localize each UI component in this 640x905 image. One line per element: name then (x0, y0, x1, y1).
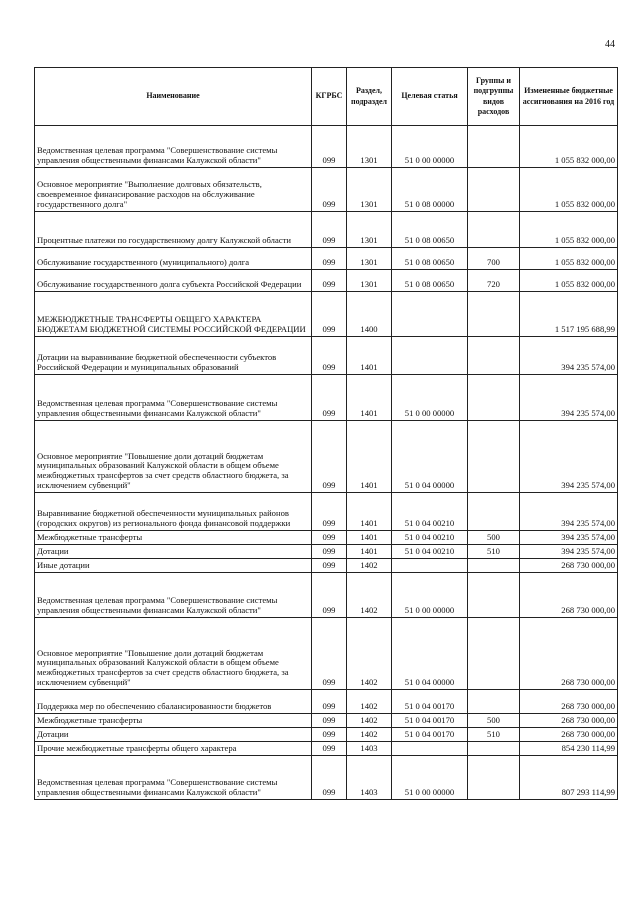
table-row (35, 618, 618, 690)
cell-group: 700 (468, 248, 520, 270)
table-header-row (35, 68, 618, 126)
cell-group (468, 573, 520, 618)
table-row (35, 714, 618, 728)
cell-target: 51 0 04 00170 (392, 714, 468, 728)
cell-group (468, 742, 520, 756)
cell-target: 51 0 04 00000 (392, 618, 468, 690)
cell-amount: 1 055 832 000,00 (520, 212, 618, 248)
cell-amount: 394 235 574,00 (520, 337, 618, 375)
table-row (35, 493, 618, 531)
cell-amount: 1 517 195 688,99 (520, 292, 618, 337)
table-row (35, 168, 618, 212)
cell-target (392, 292, 468, 337)
cell-target (392, 337, 468, 375)
cell-amount: 394 235 574,00 (520, 493, 618, 531)
cell-ktrbs: 099 (312, 728, 347, 742)
cell-name: Обслуживание государственного (муниципального) долга (35, 248, 312, 270)
cell-target: 51 0 04 00170 (392, 690, 468, 714)
cell-target: 51 0 04 00210 (392, 545, 468, 559)
cell-group: 500 (468, 714, 520, 728)
cell-group (468, 375, 520, 421)
cell-section: 1402 (347, 573, 392, 618)
table-row (35, 690, 618, 714)
cell-section: 1400 (347, 292, 392, 337)
cell-name: МЕЖБЮДЖЕТНЫЕ ТРАНСФЕРТЫ ОБЩЕГО ХАРАКТЕРА БЮДЖЕТАМ БЮДЖЕТНОЙ СИСТЕМЫ РОССИЙСКОЙ ФЕДЕРАЦИИ (35, 292, 312, 337)
cell-section: 1301 (347, 212, 392, 248)
cell-amount: 1 055 832 000,00 (520, 248, 618, 270)
cell-group (468, 421, 520, 493)
cell-target (392, 742, 468, 756)
cell-section: 1301 (347, 248, 392, 270)
cell-target: 51 0 00 00000 (392, 756, 468, 800)
cell-ktrbs: 099 (312, 126, 347, 168)
cell-section: 1401 (347, 337, 392, 375)
cell-target: 51 0 08 00000 (392, 168, 468, 212)
cell-ktrbs: 099 (312, 742, 347, 756)
table-row (35, 292, 618, 337)
cell-ktrbs: 099 (312, 573, 347, 618)
cell-group (468, 212, 520, 248)
cell-amount: 268 730 000,00 (520, 618, 618, 690)
cell-group (468, 618, 520, 690)
header-ktrbs: КГРБС (312, 68, 347, 126)
table-row (35, 573, 618, 618)
table-row (35, 742, 618, 756)
cell-ktrbs: 099 (312, 421, 347, 493)
cell-section: 1401 (347, 493, 392, 531)
cell-section: 1402 (347, 690, 392, 714)
table-row (35, 375, 618, 421)
cell-name: Выравнивание бюджетной обеспеченности муниципальных районов (городских округов) из регионального фонда финансовой поддержки (35, 493, 312, 531)
cell-name: Прочие межбюджетные трансферты общего характера (35, 742, 312, 756)
table-row (35, 421, 618, 493)
header-target: Целевая статья (392, 68, 468, 126)
cell-name: Ведомственная целевая программа "Совершенствование системы управления общественными финансами Калужской области" (35, 375, 312, 421)
table-row (35, 126, 618, 168)
cell-group (468, 493, 520, 531)
header-amount: Измененные бюджетные ассигнования на 2016 год (520, 68, 618, 126)
cell-group: 510 (468, 728, 520, 742)
table-row (35, 248, 618, 270)
cell-ktrbs: 099 (312, 493, 347, 531)
cell-ktrbs: 099 (312, 714, 347, 728)
cell-name: Обслуживание государственного долга субъекта Российской Федерации (35, 270, 312, 292)
cell-group: 720 (468, 270, 520, 292)
cell-target: 51 0 00 00000 (392, 375, 468, 421)
cell-name: Межбюджетные трансферты (35, 531, 312, 545)
cell-amount: 394 235 574,00 (520, 531, 618, 545)
cell-group (468, 559, 520, 573)
table-row (35, 337, 618, 375)
cell-section: 1402 (347, 559, 392, 573)
cell-amount: 268 730 000,00 (520, 714, 618, 728)
cell-name: Дотации на выравнивание бюджетной обеспеченности субъектов Российской Федерации и муниципальных образований (35, 337, 312, 375)
cell-target: 51 0 00 00000 (392, 126, 468, 168)
cell-group (468, 337, 520, 375)
cell-section: 1401 (347, 531, 392, 545)
cell-amount: 394 235 574,00 (520, 375, 618, 421)
budget-table (34, 67, 618, 800)
cell-name: Ведомственная целевая программа "Совершенствование системы управления общественными финансами Калужской области" (35, 573, 312, 618)
cell-ktrbs: 099 (312, 756, 347, 800)
cell-section: 1402 (347, 714, 392, 728)
cell-ktrbs: 099 (312, 531, 347, 545)
cell-amount: 268 730 000,00 (520, 728, 618, 742)
cell-ktrbs: 099 (312, 375, 347, 421)
cell-amount: 268 730 000,00 (520, 690, 618, 714)
table-row (35, 728, 618, 742)
table-row (35, 559, 618, 573)
table-row (35, 756, 618, 800)
cell-group (468, 126, 520, 168)
cell-name: Поддержка мер по обеспечению сбалансированности бюджетов (35, 690, 312, 714)
cell-target: 51 0 04 00000 (392, 421, 468, 493)
cell-target: 51 0 04 00170 (392, 728, 468, 742)
cell-amount: 1 055 832 000,00 (520, 270, 618, 292)
cell-name: Межбюджетные трансферты (35, 714, 312, 728)
header-name: Наименование (35, 68, 312, 126)
cell-amount: 268 730 000,00 (520, 573, 618, 618)
cell-ktrbs: 099 (312, 270, 347, 292)
page-number: 44 (605, 39, 615, 50)
cell-target: 51 0 08 00650 (392, 270, 468, 292)
table-row (35, 531, 618, 545)
header-section: Раздел, подраздел (347, 68, 392, 126)
cell-section: 1301 (347, 126, 392, 168)
cell-section: 1301 (347, 168, 392, 212)
cell-ktrbs: 099 (312, 618, 347, 690)
cell-amount: 1 055 832 000,00 (520, 168, 618, 212)
cell-name: Ведомственная целевая программа "Совершенствование системы управления общественными финансами Калужской области" (35, 756, 312, 800)
cell-name: Основное мероприятие "Повышение доли дотаций бюджетам муниципальных образований Калужской области в общем объеме межбюджетных трансфертов за счет средств областного бюджета, за исключением субвенций" (35, 618, 312, 690)
cell-ktrbs: 099 (312, 690, 347, 714)
table-row (35, 270, 618, 292)
cell-name: Ведомственная целевая программа "Совершенствование системы управления общественными финансами Калужской области" (35, 126, 312, 168)
cell-amount: 854 230 114,99 (520, 742, 618, 756)
table-row (35, 545, 618, 559)
cell-target: 51 0 08 00650 (392, 212, 468, 248)
cell-group (468, 292, 520, 337)
cell-target: 51 0 00 00000 (392, 573, 468, 618)
cell-amount: 807 293 114,99 (520, 756, 618, 800)
cell-name: Основное мероприятие "Выполнение долговых обязательств, своевременное финансирование расходов на обслуживание государственного долга" (35, 168, 312, 212)
cell-amount: 394 235 574,00 (520, 421, 618, 493)
cell-ktrbs: 099 (312, 559, 347, 573)
cell-target (392, 559, 468, 573)
cell-ktrbs: 099 (312, 168, 347, 212)
cell-group (468, 756, 520, 800)
cell-group: 500 (468, 531, 520, 545)
cell-group (468, 168, 520, 212)
cell-amount: 394 235 574,00 (520, 545, 618, 559)
cell-name: Процентные платежи по государственному долгу Калужской области (35, 212, 312, 248)
cell-name: Дотации (35, 545, 312, 559)
cell-name: Дотации (35, 728, 312, 742)
cell-target: 51 0 08 00650 (392, 248, 468, 270)
cell-target: 51 0 04 00210 (392, 493, 468, 531)
cell-group (468, 690, 520, 714)
cell-ktrbs: 099 (312, 248, 347, 270)
table-row (35, 212, 618, 248)
cell-amount: 1 055 832 000,00 (520, 126, 618, 168)
cell-ktrbs: 099 (312, 545, 347, 559)
cell-ktrbs: 099 (312, 292, 347, 337)
cell-ktrbs: 099 (312, 212, 347, 248)
cell-group: 510 (468, 545, 520, 559)
cell-ktrbs: 099 (312, 337, 347, 375)
header-group: Группы и подгруппы видов расходов (468, 68, 520, 126)
cell-section: 1401 (347, 375, 392, 421)
cell-section: 1403 (347, 742, 392, 756)
cell-section: 1401 (347, 545, 392, 559)
cell-section: 1301 (347, 270, 392, 292)
cell-name: Иные дотации (35, 559, 312, 573)
cell-section: 1402 (347, 728, 392, 742)
cell-name: Основное мероприятие "Повышение доли дотаций бюджетам муниципальных образований Калужской области в общем объеме межбюджетных трансфертов за счет средств областного бюджета, за исключением субвенций" (35, 421, 312, 493)
cell-target: 51 0 04 00210 (392, 531, 468, 545)
cell-section: 1402 (347, 618, 392, 690)
cell-amount: 268 730 000,00 (520, 559, 618, 573)
cell-section: 1401 (347, 421, 392, 493)
cell-section: 1403 (347, 756, 392, 800)
